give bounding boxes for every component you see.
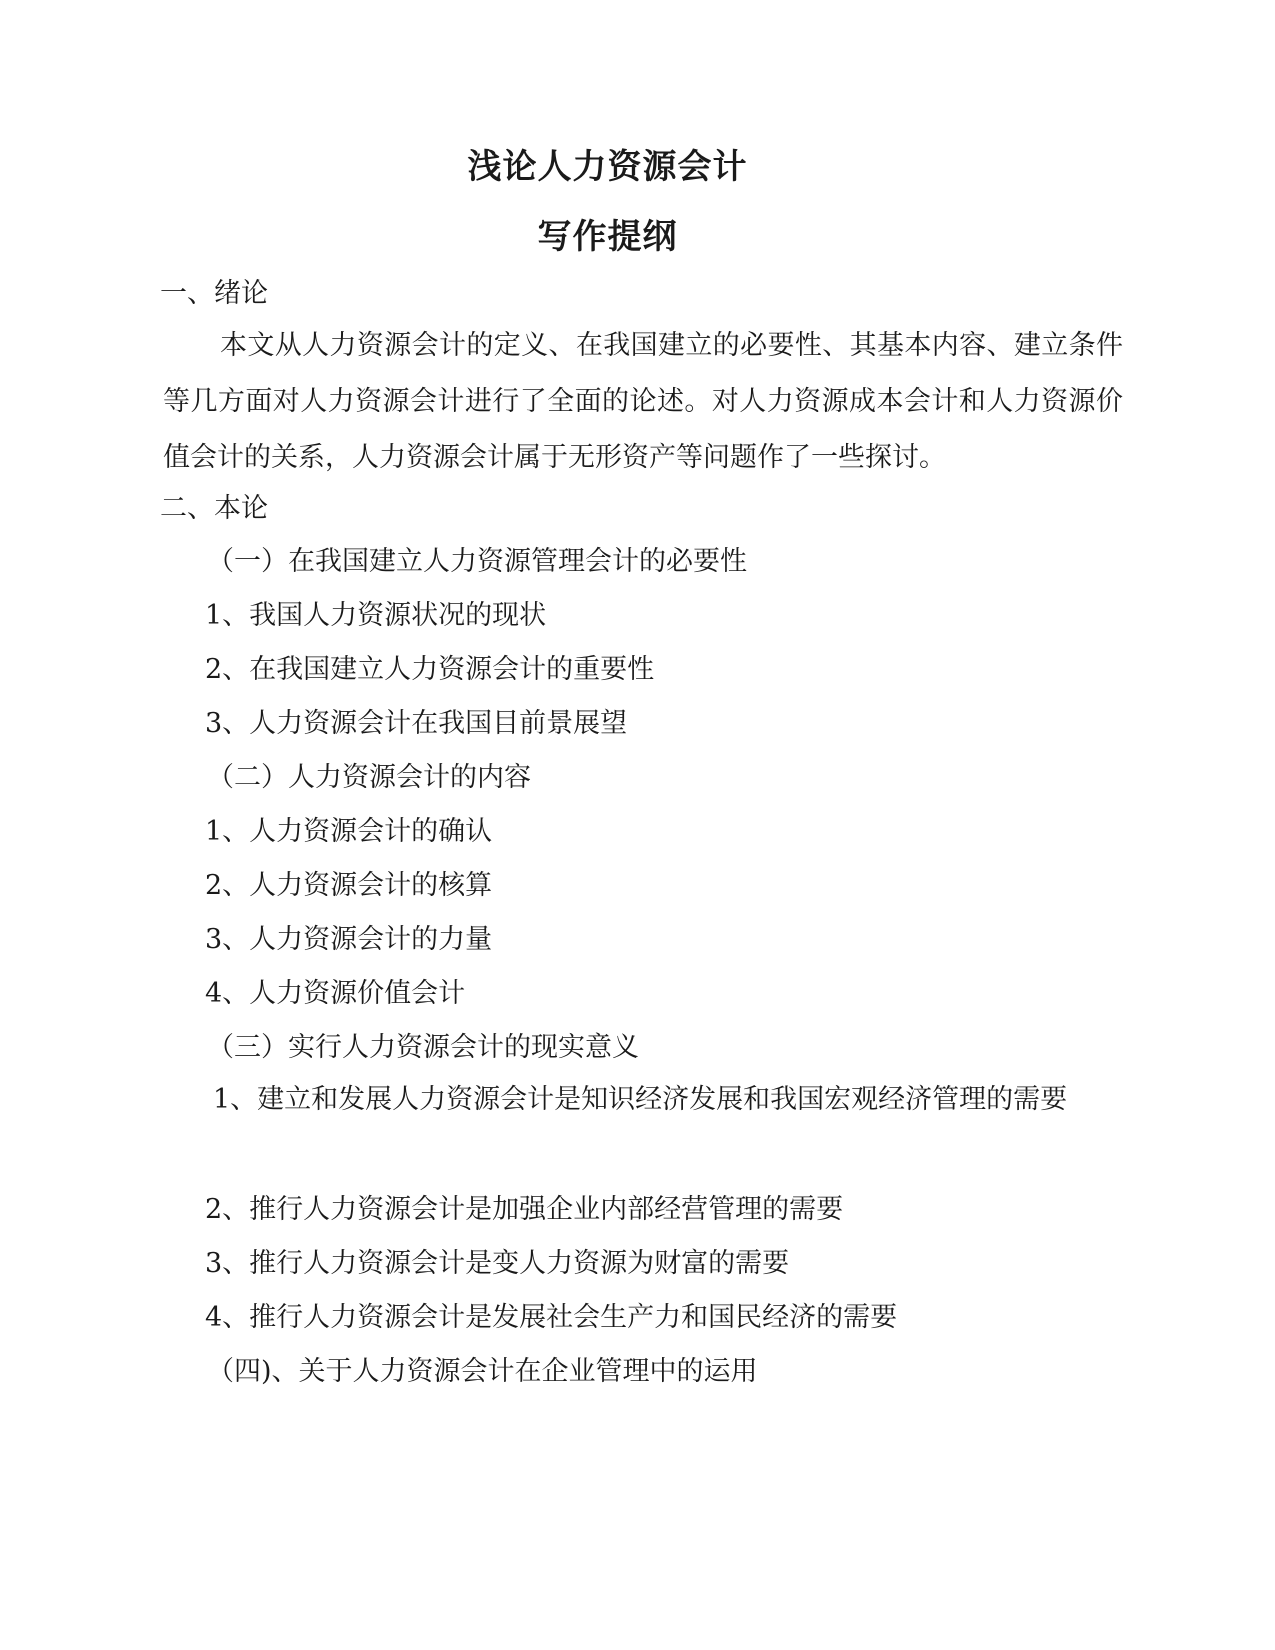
list-item: 4、推行人力资源会计是发展社会生产力和国民经济的需要 [205,1302,898,1333]
document-subtitle: 写作提纲 [537,217,678,257]
subsection-heading-application: （四)、关于人力资源会计在企业管理中的运用 [207,1356,758,1387]
list-item: 2、人力资源会计的核算 [205,870,493,901]
introduction-paragraph: 本文从人力资源会计的定义、在我国建立的必要性、其基本内容、建立条件等几方面对人力资源会计进行了全面的论述。对人力资源成本会计和人力资源价值会计的关系，人力资源会计属于无形资产等问题作了一些探讨。 [163,330,1123,473]
list-item: 4、人力资源价值会计 [205,978,466,1009]
list-item: 1、人力资源会计的确认 [205,816,493,847]
list-item: 1、建立和发展人力资源会计是知识经济发展和我国宏观经济管理的需要 [213,1084,1068,1115]
list-item: 3、推行人力资源会计是变人力资源为财富的需要 [205,1248,790,1279]
document-title: 浅论人力资源会计 [467,147,748,187]
subsection-heading-significance: （三）实行人力资源会计的现实意义 [207,1032,639,1063]
section-heading-introduction: 一、绪论 [160,278,268,309]
subsection-heading-content: （二）人力资源会计的内容 [207,762,531,793]
subsection-heading-necessity: （一）在我国建立人力资源管理会计的必要性 [207,546,747,577]
list-item: 2、在我国建立人力资源会计的重要性 [205,654,655,685]
list-item: 2、推行人力资源会计是加强企业内部经营管理的需要 [205,1194,844,1225]
list-item: 3、人力资源会计的力量 [205,924,493,955]
list-item: 1、我国人力资源状况的现状 [205,600,547,631]
list-item: 3、人力资源会计在我国目前景展望 [205,708,628,739]
section-heading-main-body: 二、本论 [160,493,268,524]
